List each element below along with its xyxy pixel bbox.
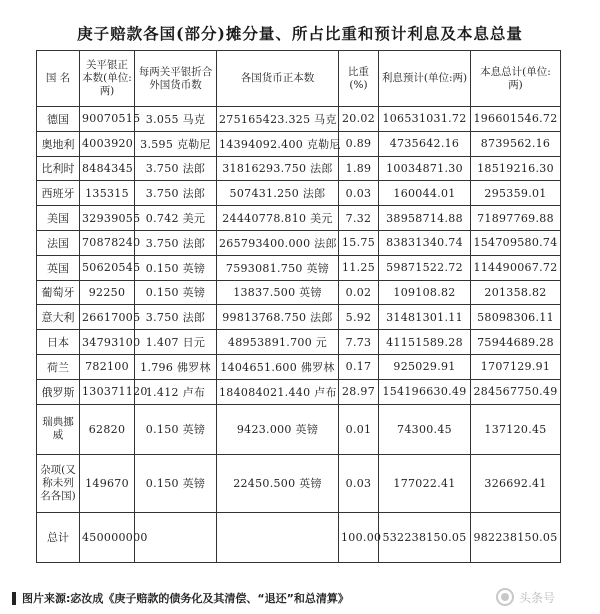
value-cell: 7.73 — [339, 330, 379, 355]
value-cell: 28.97 — [339, 379, 379, 404]
value-cell: 0.02 — [339, 280, 379, 305]
country-cell: 法国 — [37, 230, 80, 255]
value-cell: 92250 — [80, 280, 135, 305]
table-row — [37, 230, 561, 255]
value-cell: 99813768.750 法郎 — [217, 305, 339, 330]
indemnity-table — [36, 50, 561, 563]
value-cell: 5.92 — [339, 305, 379, 330]
table-row — [37, 354, 561, 379]
value-cell: 154709580.74 — [471, 230, 561, 255]
value-cell: 1707129.91 — [471, 354, 561, 379]
value-cell: 31481301.11 — [379, 305, 471, 330]
table-row — [37, 107, 561, 132]
value-cell: 8484345 — [80, 156, 135, 181]
table-row — [37, 206, 561, 231]
country-cell: 杂项(又称未列名各国) — [37, 454, 80, 512]
watermark-text: 头条号 — [519, 590, 556, 605]
value-cell — [217, 512, 339, 562]
value-cell: 41151589.28 — [379, 330, 471, 355]
country-cell: 英国 — [37, 255, 80, 280]
value-cell: 0.03 — [339, 454, 379, 512]
table-row — [37, 255, 561, 280]
value-cell: 22450.500 英镑 — [217, 454, 339, 512]
country-cell: 德国 — [37, 107, 80, 132]
value-cell: 31816293.750 法郎 — [217, 156, 339, 181]
value-cell: 3.595 克勒尼 — [135, 131, 217, 156]
value-cell: 4735642.16 — [379, 131, 471, 156]
value-cell: 0.742 美元 — [135, 206, 217, 231]
header-cell: 本息总计(单位:两) — [471, 51, 561, 107]
country-cell: 瑞典挪威 — [37, 404, 80, 454]
toutiao-logo-icon — [496, 588, 514, 606]
value-cell: 0.150 英镑 — [135, 404, 217, 454]
value-cell: 1.407 日元 — [135, 330, 217, 355]
header-row — [37, 51, 561, 107]
value-cell: 1.89 — [339, 156, 379, 181]
value-cell: 3.750 法郎 — [135, 156, 217, 181]
value-cell: 0.150 英镑 — [135, 280, 217, 305]
table-row — [37, 404, 561, 454]
value-cell: 70878240 — [80, 230, 135, 255]
value-cell: 450000000 — [80, 512, 135, 562]
value-cell: 201358.82 — [471, 280, 561, 305]
value-cell: 7.32 — [339, 206, 379, 231]
caption-text: 图片来源:宓汝成《庚子赔款的债务化及其清偿、“退还”和总清算》 — [22, 592, 349, 605]
value-cell: 90070515 — [80, 107, 135, 132]
header-cell: 国 名 — [37, 51, 80, 107]
page-title: 庚子赔款各国(部分)摊分量、所占比重和预计利息及本息总量 — [77, 24, 523, 43]
header-cell: 关平银正本数(单位:两) — [80, 51, 135, 107]
table-row — [37, 305, 561, 330]
value-cell: 38958714.88 — [379, 206, 471, 231]
header-cell: 各国货币正本数 — [217, 51, 339, 107]
value-cell: 48953891.700 元 — [217, 330, 339, 355]
value-cell: 59871522.72 — [379, 255, 471, 280]
country-cell: 葡萄牙 — [37, 280, 80, 305]
table-row — [37, 330, 561, 355]
caption-bar-icon — [12, 592, 16, 605]
header-cell: 每两关平银折合外国货币数 — [135, 51, 217, 107]
value-cell: 50620545 — [80, 255, 135, 280]
value-cell: 114490067.72 — [471, 255, 561, 280]
value-cell: 3.750 法郎 — [135, 305, 217, 330]
value-cell: 9423.000 英镑 — [217, 404, 339, 454]
table-row — [37, 280, 561, 305]
value-cell: 100.00 — [339, 512, 379, 562]
value-cell: 34793100 — [80, 330, 135, 355]
table-row — [37, 181, 561, 206]
value-cell: 0.03 — [339, 181, 379, 206]
value-cell: 24440778.810 美元 — [217, 206, 339, 231]
value-cell: 8739562.16 — [471, 131, 561, 156]
value-cell: 135315 — [80, 181, 135, 206]
value-cell: 0.01 — [339, 404, 379, 454]
value-cell: 18519216.30 — [471, 156, 561, 181]
value-cell: 3.750 法郎 — [135, 181, 217, 206]
value-cell: 275165423.325 马克 — [217, 107, 339, 132]
watermark — [496, 586, 555, 608]
value-cell: 782100 — [80, 354, 135, 379]
value-cell: 3.055 马克 — [135, 107, 217, 132]
value-cell: 326692.41 — [471, 454, 561, 512]
value-cell: 284567750.49 — [471, 379, 561, 404]
country-cell: 西班牙 — [37, 181, 80, 206]
value-cell: 10034871.30 — [379, 156, 471, 181]
header-cell: 利息预计(单位:两) — [379, 51, 471, 107]
value-cell: 295359.01 — [471, 181, 561, 206]
country-cell: 美国 — [37, 206, 80, 231]
country-cell: 奥地利 — [37, 131, 80, 156]
value-cell: 137120.45 — [471, 404, 561, 454]
value-cell: 0.17 — [339, 354, 379, 379]
value-cell: 15.75 — [339, 230, 379, 255]
value-cell: 62820 — [80, 404, 135, 454]
country-cell: 荷兰 — [37, 354, 80, 379]
value-cell: 26617005 — [80, 305, 135, 330]
value-cell: 154196630.49 — [379, 379, 471, 404]
value-cell: 0.150 英镑 — [135, 255, 217, 280]
value-cell: 1.412 卢布 — [135, 379, 217, 404]
value-cell: 58098306.11 — [471, 305, 561, 330]
value-cell: 177022.41 — [379, 454, 471, 512]
country-cell: 日本 — [37, 330, 80, 355]
value-cell: 74300.45 — [379, 404, 471, 454]
value-cell: 75944689.28 — [471, 330, 561, 355]
value-cell: 130371120 — [80, 379, 135, 404]
country-cell: 总计 — [37, 512, 80, 562]
value-cell: 71897769.88 — [471, 206, 561, 231]
table-row — [37, 131, 561, 156]
value-cell: 106531031.72 — [379, 107, 471, 132]
table-row — [37, 379, 561, 404]
total-row — [37, 512, 561, 562]
value-cell: 13837.500 英镑 — [217, 280, 339, 305]
table-row — [37, 156, 561, 181]
value-cell: 32939055 — [80, 206, 135, 231]
country-cell: 意大利 — [37, 305, 80, 330]
header-cell: 比重(%) — [339, 51, 379, 107]
value-cell: 0.89 — [339, 131, 379, 156]
value-cell: 14394092.400 克勒尼 — [217, 131, 339, 156]
value-cell: 4003920 — [80, 131, 135, 156]
value-cell: 109108.82 — [379, 280, 471, 305]
value-cell: 196601546.72 — [471, 107, 561, 132]
value-cell: 20.02 — [339, 107, 379, 132]
value-cell: 925029.91 — [379, 354, 471, 379]
value-cell: 83831340.74 — [379, 230, 471, 255]
value-cell: 982238150.05 — [471, 512, 561, 562]
value-cell: 149670 — [80, 454, 135, 512]
value-cell: 11.25 — [339, 255, 379, 280]
value-cell: 1.796 佛罗林 — [135, 354, 217, 379]
value-cell: 184084021.440 卢布 — [217, 379, 339, 404]
value-cell: 265793400.000 法郎 — [217, 230, 339, 255]
value-cell: 507431.250 法郎 — [217, 181, 339, 206]
value-cell: 532238150.05 — [379, 512, 471, 562]
table-row — [37, 454, 561, 512]
table-body — [37, 107, 561, 563]
value-cell: 1404651.600 佛罗林 — [217, 354, 339, 379]
value-cell: 7593081.750 英镑 — [217, 255, 339, 280]
value-cell: 0.150 英镑 — [135, 454, 217, 512]
value-cell: 3.750 法郎 — [135, 230, 217, 255]
image-caption — [12, 590, 482, 606]
country-cell: 比利时 — [37, 156, 80, 181]
country-cell: 俄罗斯 — [37, 379, 80, 404]
value-cell: 160044.01 — [379, 181, 471, 206]
